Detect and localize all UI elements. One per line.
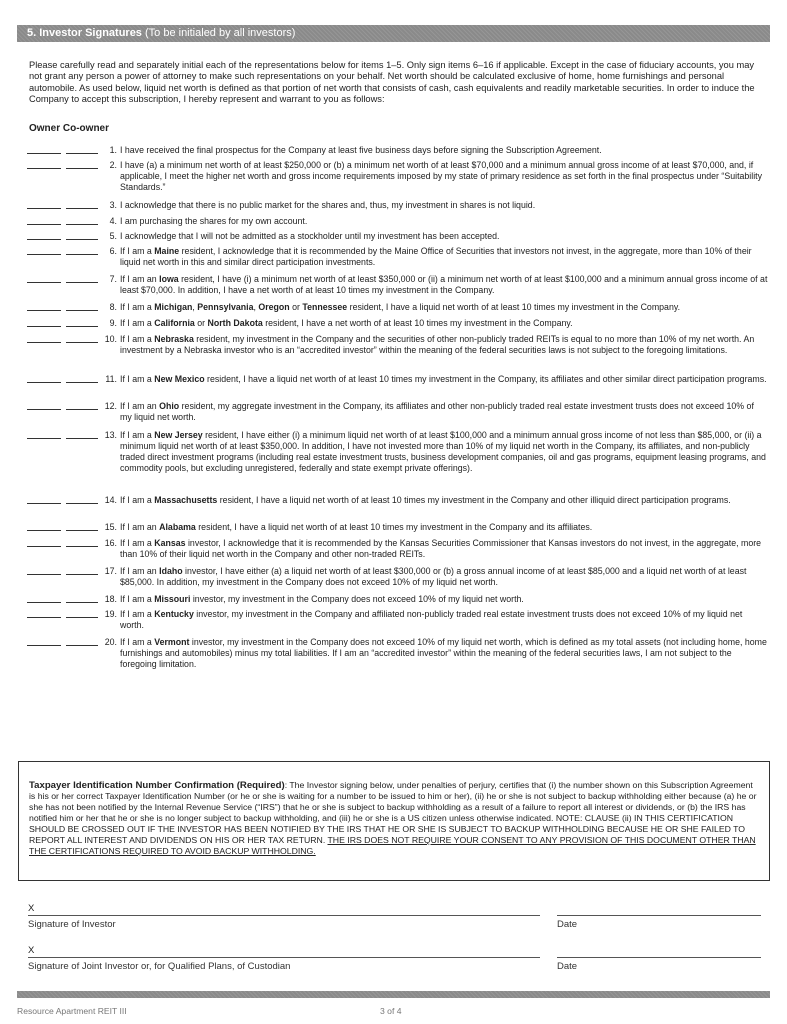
item-text bbox=[120, 609, 768, 631]
item-text bbox=[120, 495, 768, 506]
coowner-initial-blank[interactable] bbox=[66, 310, 98, 311]
item-text-segment: , bbox=[192, 302, 198, 312]
investor-signature-line[interactable] bbox=[28, 915, 540, 916]
item-number: 15. bbox=[104, 522, 117, 532]
item-text-segment: If I am a bbox=[120, 302, 155, 312]
state-name: Kentucky bbox=[154, 609, 194, 619]
owner-initial-blank[interactable] bbox=[27, 382, 61, 383]
item-text-segment: If I am a bbox=[120, 495, 155, 505]
owner-coowner-label: Owner Co-owner bbox=[29, 123, 110, 134]
coowner-initial-blank[interactable] bbox=[66, 409, 98, 410]
item-text bbox=[120, 318, 768, 329]
coowner-initial-blank[interactable] bbox=[66, 530, 98, 531]
item-text-segment: If I am a bbox=[120, 334, 155, 344]
item-text bbox=[120, 216, 768, 227]
item-text-segment: If I am a bbox=[120, 594, 155, 604]
item-text bbox=[120, 374, 768, 385]
coowner-initial-blank[interactable] bbox=[66, 382, 98, 383]
item-number: 1. bbox=[109, 145, 117, 155]
item-number: 6. bbox=[109, 246, 117, 256]
owner-initial-blank[interactable] bbox=[27, 342, 61, 343]
item-text-segment: If I am a bbox=[120, 609, 155, 619]
item-text bbox=[120, 160, 768, 193]
item-text-segment: If I am an bbox=[120, 274, 160, 284]
coowner-initial-blank[interactable] bbox=[66, 239, 98, 240]
tin-title: Taxpayer Identification Number Confirmation (Required) bbox=[29, 780, 285, 791]
owner-initial-blank[interactable] bbox=[27, 326, 61, 327]
item-text bbox=[120, 145, 768, 156]
footer-document-name: Resource Apartment REIT III bbox=[17, 1006, 127, 1016]
item-text-segment: resident, I acknowledge that it is recommended by the Maine Office of Securities that investors not invest, in the aggregate, more than 10% of their liquid net worth in this and similar direct participation investments. bbox=[120, 246, 752, 267]
coowner-initial-blank[interactable] bbox=[66, 602, 98, 603]
state-name: Maine bbox=[154, 246, 180, 256]
owner-initial-blank[interactable] bbox=[27, 168, 61, 169]
page-number: 3 of 4 bbox=[380, 1006, 402, 1016]
item-text-segment: I have (a) a minimum net worth of at least $250,000 or (b) a minimum net worth of at least $70,000 and a minimum annual gross income of at least $70,000, and, if applicable, I meet the higher net worth and gross income requirements imposed by my state of primary residence as set forth in the final prospectus under “Suitability Standards.” bbox=[120, 160, 763, 192]
coowner-initial-blank[interactable] bbox=[66, 503, 98, 504]
coowner-initial-blank[interactable] bbox=[66, 617, 98, 618]
owner-initial-blank[interactable] bbox=[27, 153, 61, 154]
item-text-segment: I acknowledge that I will not be admitted as a stockholder until my investment has been accepted. bbox=[120, 231, 500, 241]
item-number: 13. bbox=[104, 430, 117, 440]
coowner-initial-blank[interactable] bbox=[66, 438, 98, 439]
state-name: Kansas bbox=[154, 538, 186, 548]
item-number: 2. bbox=[109, 160, 117, 170]
item-text bbox=[120, 231, 768, 242]
state-name: Idaho bbox=[159, 566, 183, 576]
state-name: Alabama bbox=[159, 522, 196, 532]
item-text-segment: resident, I have a liquid net worth of at least 10 times my investment in the Company and other illiquid direct participation programs. bbox=[217, 495, 731, 505]
owner-initial-blank[interactable] bbox=[27, 645, 61, 646]
state-name: Vermont bbox=[154, 637, 190, 647]
item-text-segment: investor, I acknowledge that it is recommended by the Kansas Securities Commissioner that Kansas investors do not invest, in the aggregate, more than 10% of their liquid net worth in the Company and other non-traded REITs. bbox=[120, 538, 762, 559]
item-number: 14. bbox=[104, 495, 117, 505]
item-text bbox=[120, 401, 768, 423]
joint-signature-line[interactable] bbox=[28, 957, 540, 958]
owner-initial-blank[interactable] bbox=[27, 574, 61, 575]
item-number: 19. bbox=[104, 609, 117, 619]
owner-initial-blank[interactable] bbox=[27, 254, 61, 255]
joint-signature-label: Signature of Joint Investor or, for Qualified Plans, of Custodian bbox=[28, 961, 291, 972]
investor-signature-label: Signature of Investor bbox=[28, 919, 116, 930]
coowner-initial-blank[interactable] bbox=[66, 282, 98, 283]
state-name: New Jersey bbox=[154, 430, 203, 440]
item-text-segment: resident, my aggregate investment in the Company, its affiliates and other non-publicly traded real estate investment trusts does not exceed 10% of my liquid net worth. bbox=[120, 401, 754, 422]
investor-signature-x: X bbox=[28, 903, 35, 914]
item-text-segment: If I am an bbox=[120, 566, 160, 576]
item-number: 5. bbox=[109, 231, 117, 241]
item-number: 18. bbox=[104, 594, 117, 604]
state-name: Ohio bbox=[159, 401, 180, 411]
coowner-initial-blank[interactable] bbox=[66, 574, 98, 575]
item-text-segment: resident, I have a net worth of at least 10 times my investment in the Company. bbox=[262, 318, 573, 328]
item-text-segment: or bbox=[289, 302, 303, 312]
item-text-segment: resident, I have either (i) a minimum liquid net worth of at least $100,000 and a minimum annual gross income of not less than $85,000, or (ii) a minimum liquid net worth of at least $350,000. In addition, I have not invested more than 10% of my liquid net worth in the Company, its affiliates, and non-publicly traded direct investment programs (including real estate investment trusts, business development companies, oil and gas programs, equipment leasing programs, and commodity pools, but excluding unregistered, federally and state exempt private offerings). bbox=[120, 430, 766, 473]
owner-initial-blank[interactable] bbox=[27, 409, 61, 410]
item-text-segment: investor, my investment in the Company does not exceed 10% of my liquid net worth. bbox=[190, 594, 524, 604]
item-text bbox=[120, 538, 768, 560]
coowner-initial-blank[interactable] bbox=[66, 645, 98, 646]
joint-date-label: Date bbox=[557, 961, 578, 972]
item-text bbox=[120, 430, 768, 474]
section-title: 5. Investor Signatures bbox=[27, 27, 142, 39]
item-text-segment: resident, I have a liquid net worth of at least 10 times my investment in the Company, its affiliates and other similar direct participation programs. bbox=[204, 374, 767, 384]
owner-initial-blank[interactable] bbox=[27, 602, 61, 603]
item-text bbox=[120, 566, 768, 588]
item-text-segment: I have received the final prospectus for the Company at least five business days before signing the Subscription Agreement. bbox=[120, 145, 602, 155]
state-name: Iowa bbox=[159, 274, 179, 284]
item-text-segment: or bbox=[194, 318, 208, 328]
item-text-segment: resident, I have a liquid net worth of at least 10 times my investment in the Company and its affiliates. bbox=[195, 522, 593, 532]
intro-paragraph: Please carefully read and separately initial each of the representations below for items 1–5. Only sign items 6–16 if applicable. Except in the case of fiduciary accounts, you may not grant any person a power of attorney to make such representations on your behalf. Net worth should be calculated exclusive of home, home furnishings and personal automobile. As used below, liquid net worth is defined as that portion of net worth that consists of cash, cash equivalents and readily marketable securities. In order to induce the Company to accept this subscription, I hereby represent and warrant to you as follows: bbox=[29, 60, 755, 105]
item-number: 12. bbox=[104, 401, 117, 411]
item-text bbox=[120, 594, 768, 605]
item-text bbox=[120, 302, 768, 313]
state-name: New Mexico bbox=[154, 374, 205, 384]
joint-date-line[interactable] bbox=[557, 957, 761, 958]
item-number: 7. bbox=[109, 274, 117, 284]
item-text bbox=[120, 200, 768, 211]
state-name: Oregon bbox=[258, 302, 290, 312]
coowner-initial-blank[interactable] bbox=[66, 168, 98, 169]
coowner-initial-blank[interactable] bbox=[66, 254, 98, 255]
coowner-initial-blank[interactable] bbox=[66, 208, 98, 209]
item-text-segment: If I am a bbox=[120, 374, 155, 384]
owner-initial-blank[interactable] bbox=[27, 224, 61, 225]
item-text-segment: If I am an bbox=[120, 522, 160, 532]
investor-date-label: Date bbox=[557, 919, 578, 930]
state-name: North Dakota bbox=[207, 318, 263, 328]
item-text-segment: resident, I have (i) a minimum net worth of at least $350,000 or (ii) a minimum net worth of at least $100,000 and a minimum annual gross income of at least $70,000. In addition, I have a net worth of at least 10 times my investment in the Company. bbox=[120, 274, 768, 295]
item-text bbox=[120, 522, 768, 533]
item-text-segment: If I am an bbox=[120, 401, 160, 411]
item-number: 3. bbox=[109, 200, 117, 210]
item-text bbox=[120, 637, 768, 670]
item-text-segment: resident, I have a liquid net worth of at least 10 times my investment in the Company. bbox=[347, 302, 681, 312]
tin-underlined-note: THE IRS DOES NOT REQUIRE YOUR CONSENT TO ANY PROVISION OF THIS DOCUMENT OTHER THAN THE CERTIFICATIONS REQUIRED TO AVOID BACKUP WITHHOLDING. bbox=[29, 835, 756, 856]
state-name: Missouri bbox=[154, 594, 191, 604]
item-number: 9. bbox=[109, 318, 117, 328]
item-number: 16. bbox=[104, 538, 117, 548]
item-text-segment: If I am a bbox=[120, 318, 155, 328]
item-text-segment: resident, my investment in the Company and the securities of other non-publicly traded REITs is equal to no more than 10% of my net worth. An investment by a Nebraska investor who is an “accredited investor” within the meaning of the federal securities laws is not subject to the foregoing limitations. bbox=[120, 334, 755, 355]
item-text-segment: If I am a bbox=[120, 637, 155, 647]
owner-initial-blank[interactable] bbox=[27, 530, 61, 531]
state-name: Massachusetts bbox=[154, 495, 218, 505]
item-text-segment: If I am a bbox=[120, 538, 155, 548]
joint-signature-x: X bbox=[28, 945, 35, 956]
owner-initial-blank[interactable] bbox=[27, 503, 61, 504]
item-text-segment: If I am a bbox=[120, 430, 155, 440]
item-text-segment: investor, my investment in the Company and affiliated non-publicly traded real estate investment trusts does not exceed 10% of my liquid net worth. bbox=[120, 609, 743, 630]
item-text bbox=[120, 246, 768, 268]
owner-initial-blank[interactable] bbox=[27, 546, 61, 547]
item-text-segment: I am purchasing the shares for my own account. bbox=[120, 216, 308, 226]
state-name: California bbox=[154, 318, 195, 328]
owner-initial-blank[interactable] bbox=[27, 282, 61, 283]
state-name: Pennsylvania bbox=[197, 302, 254, 312]
coowner-initial-blank[interactable] bbox=[66, 326, 98, 327]
coowner-initial-blank[interactable] bbox=[66, 546, 98, 547]
owner-initial-blank[interactable] bbox=[27, 617, 61, 618]
item-number: 11. bbox=[105, 374, 117, 384]
owner-initial-blank[interactable] bbox=[27, 208, 61, 209]
state-name: Tennessee bbox=[302, 302, 348, 312]
item-text-segment: I acknowledge that there is no public market for the shares and, thus, my investment in shares is not liquid. bbox=[120, 200, 536, 210]
item-number: 17. bbox=[104, 566, 117, 576]
item-number: 10. bbox=[104, 334, 117, 344]
item-text-segment: investor, I have either (a) a liquid net worth of at least $300,000 or (b) a gross annual income of at least $85,000 and a liquid net worth of at least $85,000. In addition, my investment in the Company does not exceed 10% of my liquid net worth. bbox=[120, 566, 747, 587]
item-text-segment: If I am a bbox=[120, 246, 155, 256]
owner-initial-blank[interactable] bbox=[27, 310, 61, 311]
owner-initial-blank[interactable] bbox=[27, 438, 61, 439]
investor-date-line[interactable] bbox=[557, 915, 761, 916]
owner-initial-blank[interactable] bbox=[27, 239, 61, 240]
tin-body: : The Investor signing below, under penalties of perjury, certifies that (i) the number shown on this Subscription Agreement is his or her correct Taxpayer Identification Number (or he or she is waiting for a number to be issued to him or her), (ii) he or she is not subject to backup withholding either because (a) he or she has not been notified by the Internal Revenue Service (“IRS”) that he or she is subject to backup withholding as a result of a failure to report all interest or dividends, or (b) the IRS has notified him or her that he or she is no longer subject to backup withholding, and (iii) he or she is a US citizen unless otherwise indicated. NOTE: CLAUSE (ii) IN THIS CERTIFICATION SHOULD BE CROSSED OUT IF THE INVESTOR HAS BEEN NOTIFIED BY THE IRS THAT HE OR SHE IS SUBJECT TO BACKUP WITHHOLDING BECAUSE HE OR SHE FAILED TO REPORT ALL INTEREST AND DIVIDENDS ON HIS OR HER TAX RETURN. bbox=[29, 780, 757, 845]
coowner-initial-blank[interactable] bbox=[66, 153, 98, 154]
item-number: 4. bbox=[109, 216, 117, 226]
coowner-initial-blank[interactable] bbox=[66, 342, 98, 343]
item-text bbox=[120, 274, 768, 296]
state-name: Nebraska bbox=[154, 334, 194, 344]
section-subtitle: (To be initialed by all investors) bbox=[141, 27, 296, 39]
item-text-segment: , bbox=[253, 302, 259, 312]
item-text-segment: investor, my investment in the Company does not exceed 10% of my liquid net worth, which is defined as my total assets (not including home, home furnishings and automobiles) minus my total liabilities. If I am an “accredited investor” within the meaning of the federal securities laws, I am not subject to the foregoing limitation. bbox=[120, 637, 767, 669]
footer-bar bbox=[17, 991, 770, 998]
coowner-initial-blank[interactable] bbox=[66, 224, 98, 225]
tin-confirmation-box bbox=[18, 761, 770, 881]
state-name: Michigan bbox=[154, 302, 193, 312]
item-number: 8. bbox=[109, 302, 117, 312]
item-number: 20. bbox=[104, 637, 117, 647]
item-text bbox=[120, 334, 768, 356]
